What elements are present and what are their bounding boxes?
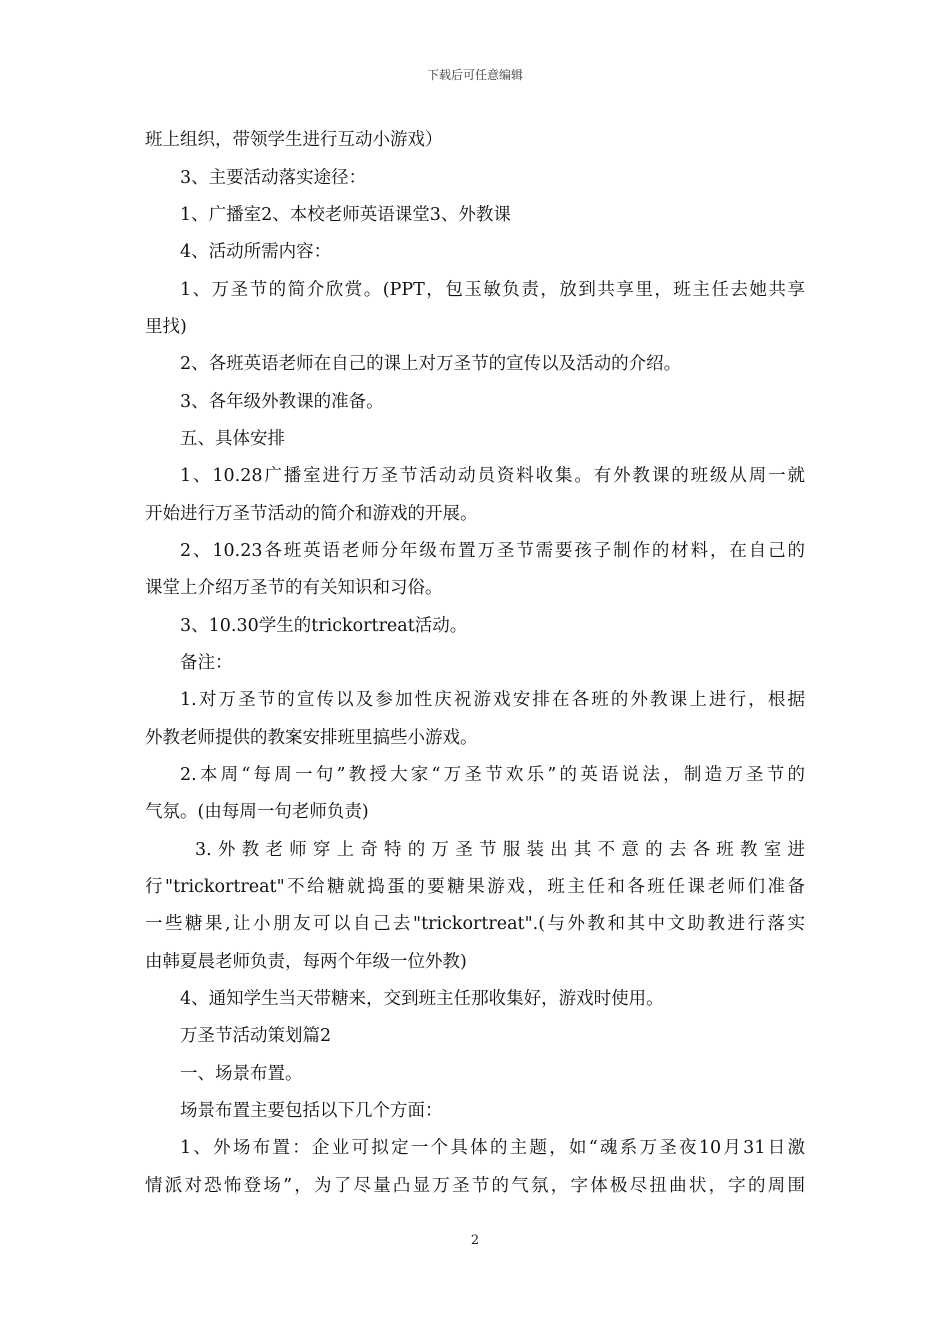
text-line: 2、10.23各班英语老师分年级布置万圣节需要孩子制作的材料，在自己的	[180, 541, 805, 561]
text-line: 备注：	[180, 653, 233, 673]
text-line: 1、万圣节的简介欣赏。(PPT，包玉敏负责，放到共享里，班主任去她共享	[180, 280, 805, 300]
text-line: 3、各年级外教课的准备。	[180, 392, 384, 412]
page-header: 下载后可任意编辑	[426, 68, 523, 82]
text-line: 2.本周“每周一句”教授大家“万圣节欢乐”的英语说法，制造万圣节的	[180, 765, 805, 785]
page-number: 2	[470, 1233, 480, 1248]
text-line: 课堂上介绍万圣节的有关知识和习俗。	[145, 578, 443, 598]
text-line: 一、场景布置。	[180, 1064, 303, 1084]
text-line: 行"trickortreat"不给糖就捣蛋的要糖果游戏，班主任和各班任课老师们准备	[145, 877, 805, 897]
text-line: 3、主要活动落实途径：	[180, 168, 367, 188]
text-line: 由韩夏晨老师负责，每两个年级一位外教)	[145, 952, 467, 972]
text-line: 4、通知学生当天带糖来，交到班主任那收集好，游戏时使用。	[180, 989, 664, 1009]
text-line: 1、外场布置：企业可拟定一个具体的主题，如“魂系万圣夜10月31日激	[180, 1138, 805, 1158]
text-line: 3.外教老师穿上奇特的万圣节服装出其不意的去各班教室进	[195, 840, 805, 860]
section-heading: 万圣节活动策划篇2	[180, 1026, 332, 1046]
text-line: 情派对恐怖登场”，为了尽量凸显万圣节的气氛，字体极尽扭曲状，字的周围	[145, 1176, 805, 1196]
text-line: 开始进行万圣节活动的简介和游戏的开展。	[145, 504, 478, 524]
text-line: 班上组织，带领学生进行互动小游戏）	[145, 130, 443, 150]
text-line: 1、广播室2、本校老师英语课堂3、外教课	[180, 205, 511, 225]
text-line: 1.对万圣节的宣传以及参加性庆祝游戏安排在各班的外教课上进行，根据	[180, 690, 805, 710]
text-line: 外教老师提供的教案安排班里搞些小游戏。	[145, 728, 478, 748]
text-line: 4、活动所需内容：	[180, 242, 332, 262]
text-line: 场景布置主要包括以下几个方面：	[180, 1101, 443, 1121]
text-line: 一些糖果,让小朋友可以自己去"trickortreat".(与外教和其中文助教进行落实	[145, 914, 805, 934]
text-line: 气氛。(由每周一句老师负责)	[145, 802, 369, 822]
text-line: 里找)	[145, 317, 187, 337]
section-heading: 五、具体安排	[180, 429, 285, 449]
text-line: 1、10.28广播室进行万圣节活动动员资料收集。有外教课的班级从周一就	[180, 466, 805, 486]
text-line: 3、10.30学生的trickortreat活动。	[180, 616, 468, 636]
text-line: 2、各班英语老师在自己的课上对万圣节的宣传以及活动的介绍。	[180, 354, 682, 374]
